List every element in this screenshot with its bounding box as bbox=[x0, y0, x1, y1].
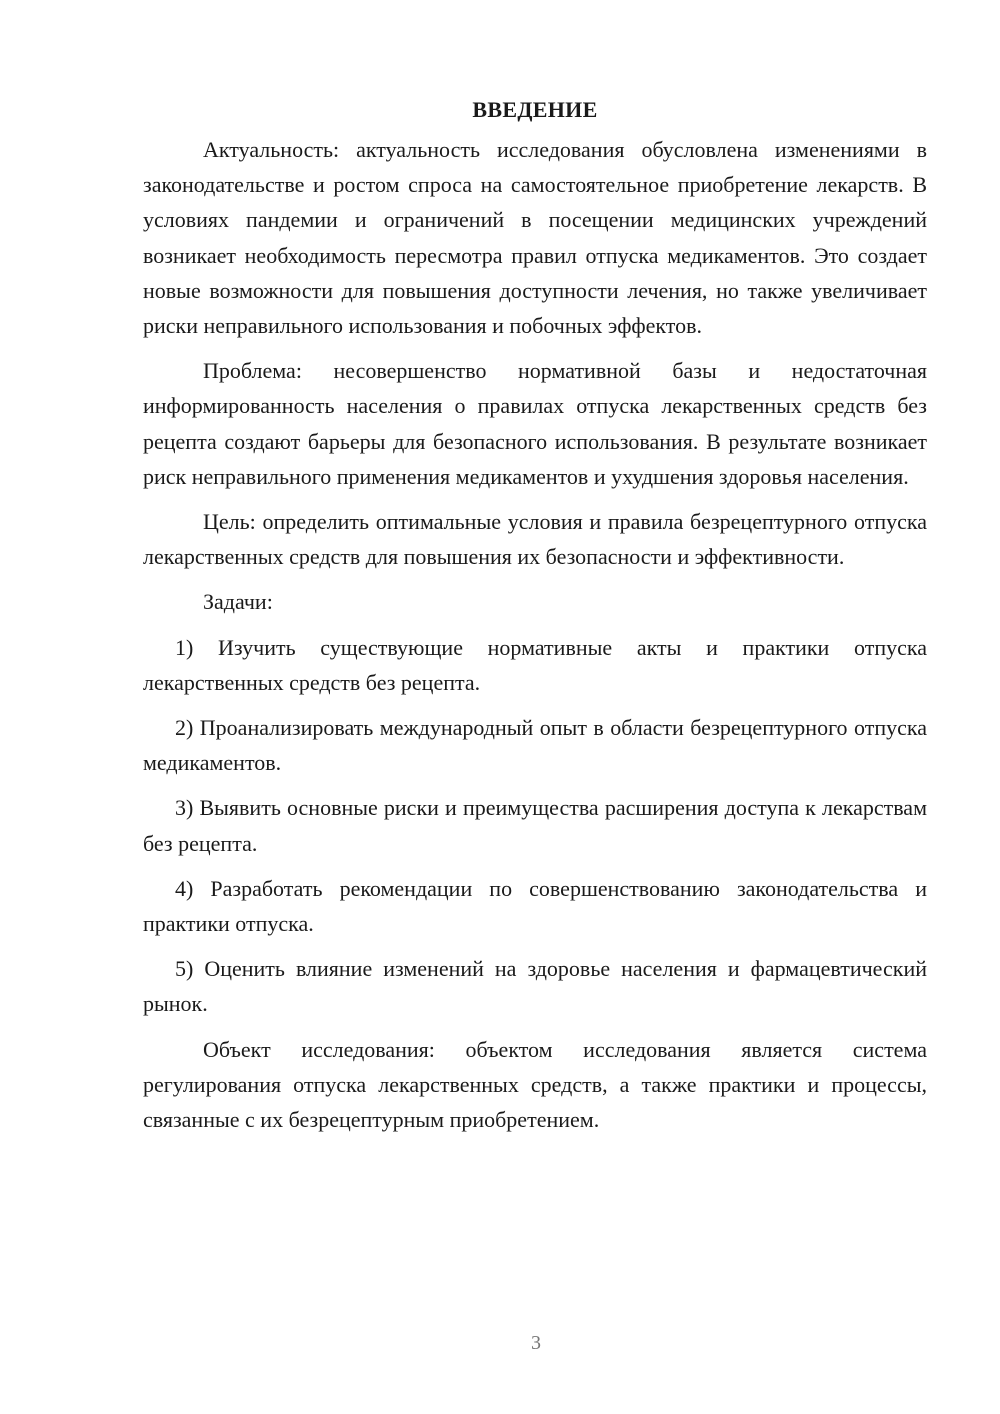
paragraph-object: Объект исследования: объектом исследования является система регулирования отпуска лекарственных средств, а также практики и процессы, связанные с их безрецептурным приобретением. bbox=[143, 1036, 927, 1133]
tasks-heading: Задачи: bbox=[203, 589, 273, 615]
task-item-1: 1) Изучить существующие нормативные акты и практики отпуска лекарственных средств без рецепта. bbox=[143, 634, 927, 695]
section-title: ВВЕДЕНИЕ bbox=[472, 97, 598, 122]
paragraph-relevance: Актуальность: актуальность исследования обусловлена изменениями в законодательстве и ростом спроса на самостоятельное приобретение лекарств. В условиях пандемии и ограничений в посещении медицинских учреждений возникает необходимость пересмотра правил отпуска медикаментов. Это создает новые возможности для повышения доступности лечения, но также увеличивает риски неправильного использования и побочных эффектов. bbox=[143, 137, 927, 339]
task-item-5: 5) Оценить влияние изменений на здоровье населения и фармацевтический рынок. bbox=[143, 956, 927, 1017]
task-item-2: 2) Проанализировать международный опыт в области безрецептурного отпуска медикаментов. bbox=[143, 715, 927, 776]
page-content bbox=[143, 92, 927, 1147]
task-item-3: 3) Выявить основные риски и преимущества расширения доступа к лекарствам без рецепта. bbox=[143, 795, 927, 856]
task-item-4: 4) Разработать рекомендации по совершенствованию законодательства и практики отпуска. bbox=[143, 875, 927, 937]
paragraph-goal: Цель: определить оптимальные условия и правила безрецептурного отпуска лекарственных средств для повышения их безопасности и эффективности. bbox=[143, 509, 927, 570]
paragraph-problem: Проблема: несовершенство нормативной базы и недостаточная информированность населения о правилах отпуска лекарственных средств без рецепта создают барьеры для безопасного использования. В результате возникает риск неправильного применения медикаментов и ухудшения здоровья населения. bbox=[143, 358, 927, 489]
page-number: 3 bbox=[531, 1332, 541, 1354]
